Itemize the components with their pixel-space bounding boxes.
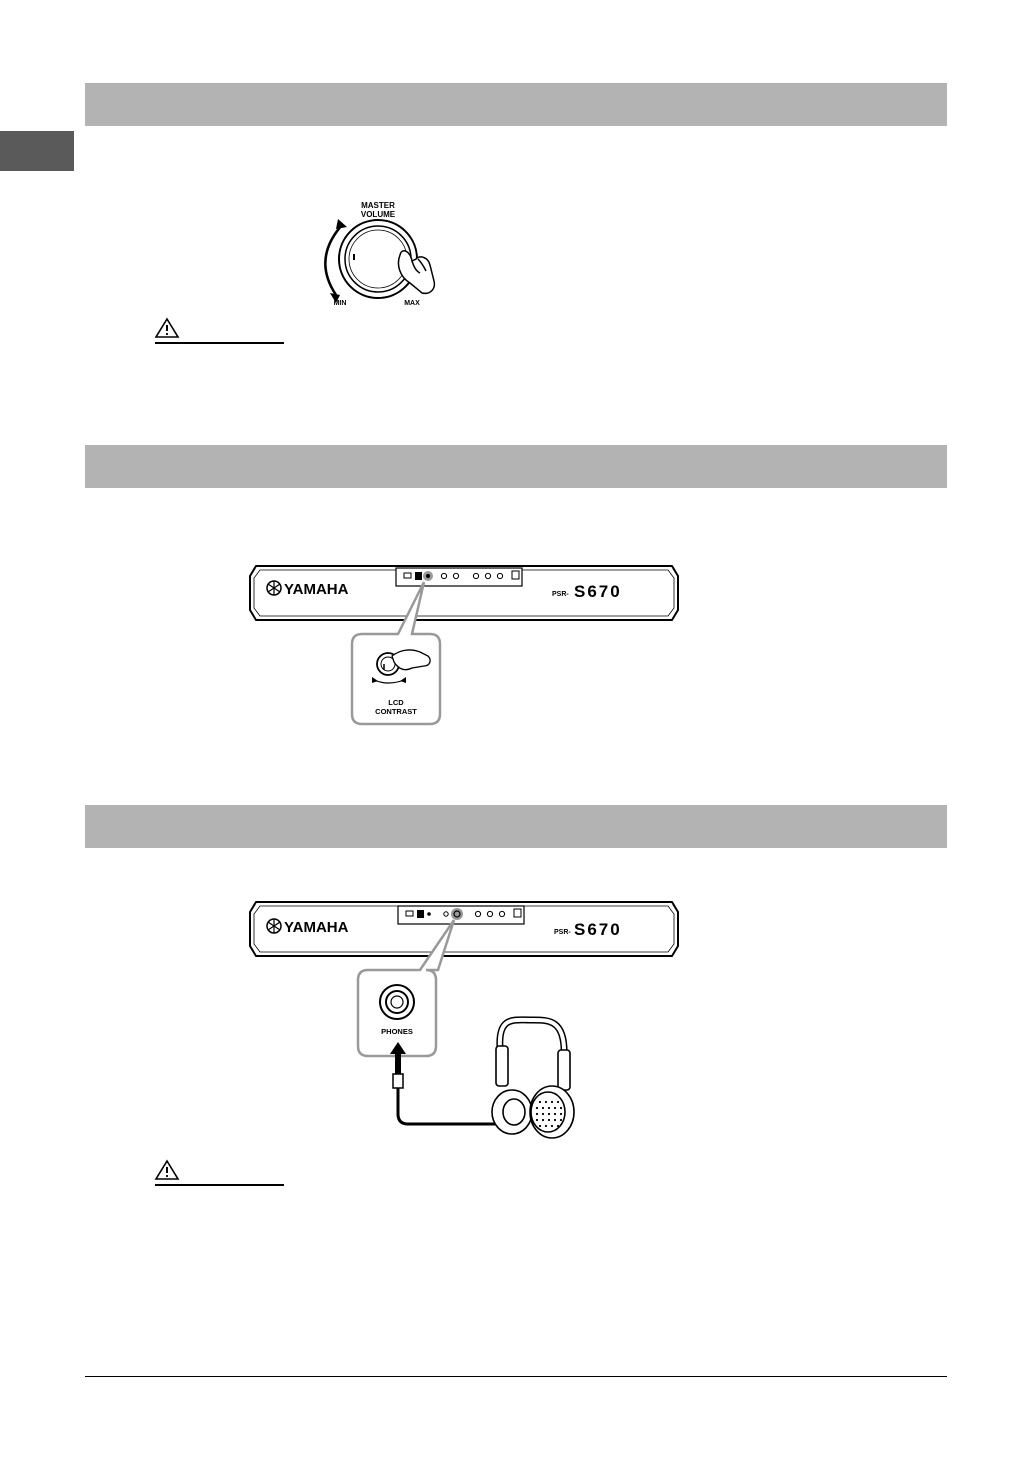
model-prefix: PSR- xyxy=(554,929,571,936)
headphones-illustration xyxy=(248,898,622,1140)
lcd-contrast-illustration xyxy=(248,562,680,732)
volume-label: VOLUME xyxy=(360,210,396,219)
footer-divider xyxy=(85,1376,947,1377)
model-number: S670 xyxy=(574,920,622,939)
section-header-bar-master-volume xyxy=(85,83,947,126)
section-header-bar-lcd-contrast xyxy=(85,445,947,488)
headphone-plug xyxy=(393,1074,403,1088)
chapter-side-tab xyxy=(0,131,74,171)
caution-underline xyxy=(155,1184,284,1186)
arrow-head-up-icon xyxy=(336,219,347,229)
min-label: MIN xyxy=(333,300,347,307)
phones-jack-highlight xyxy=(451,908,463,920)
caution-warning-triangle-icon xyxy=(155,318,179,338)
max-label: MAX xyxy=(404,300,420,307)
phones-label: PHONES xyxy=(381,1027,413,1036)
caution-warning-triangle-icon xyxy=(155,1160,179,1180)
yamaha-brand: YAMAHA xyxy=(284,581,349,598)
control-strip xyxy=(396,568,522,586)
contrast-label: CONTRAST xyxy=(375,707,417,716)
master-label: MASTER xyxy=(361,201,395,210)
section-header-bar-headphones xyxy=(85,805,947,848)
headphone-cable xyxy=(398,1088,504,1124)
master-volume-illustration xyxy=(300,195,470,310)
model-number: S670 xyxy=(574,582,622,601)
yamaha-brand: YAMAHA xyxy=(284,919,349,936)
model-prefix: PSR- xyxy=(552,591,569,598)
lcd-label: LCD xyxy=(388,698,404,707)
caution-underline xyxy=(155,342,284,344)
